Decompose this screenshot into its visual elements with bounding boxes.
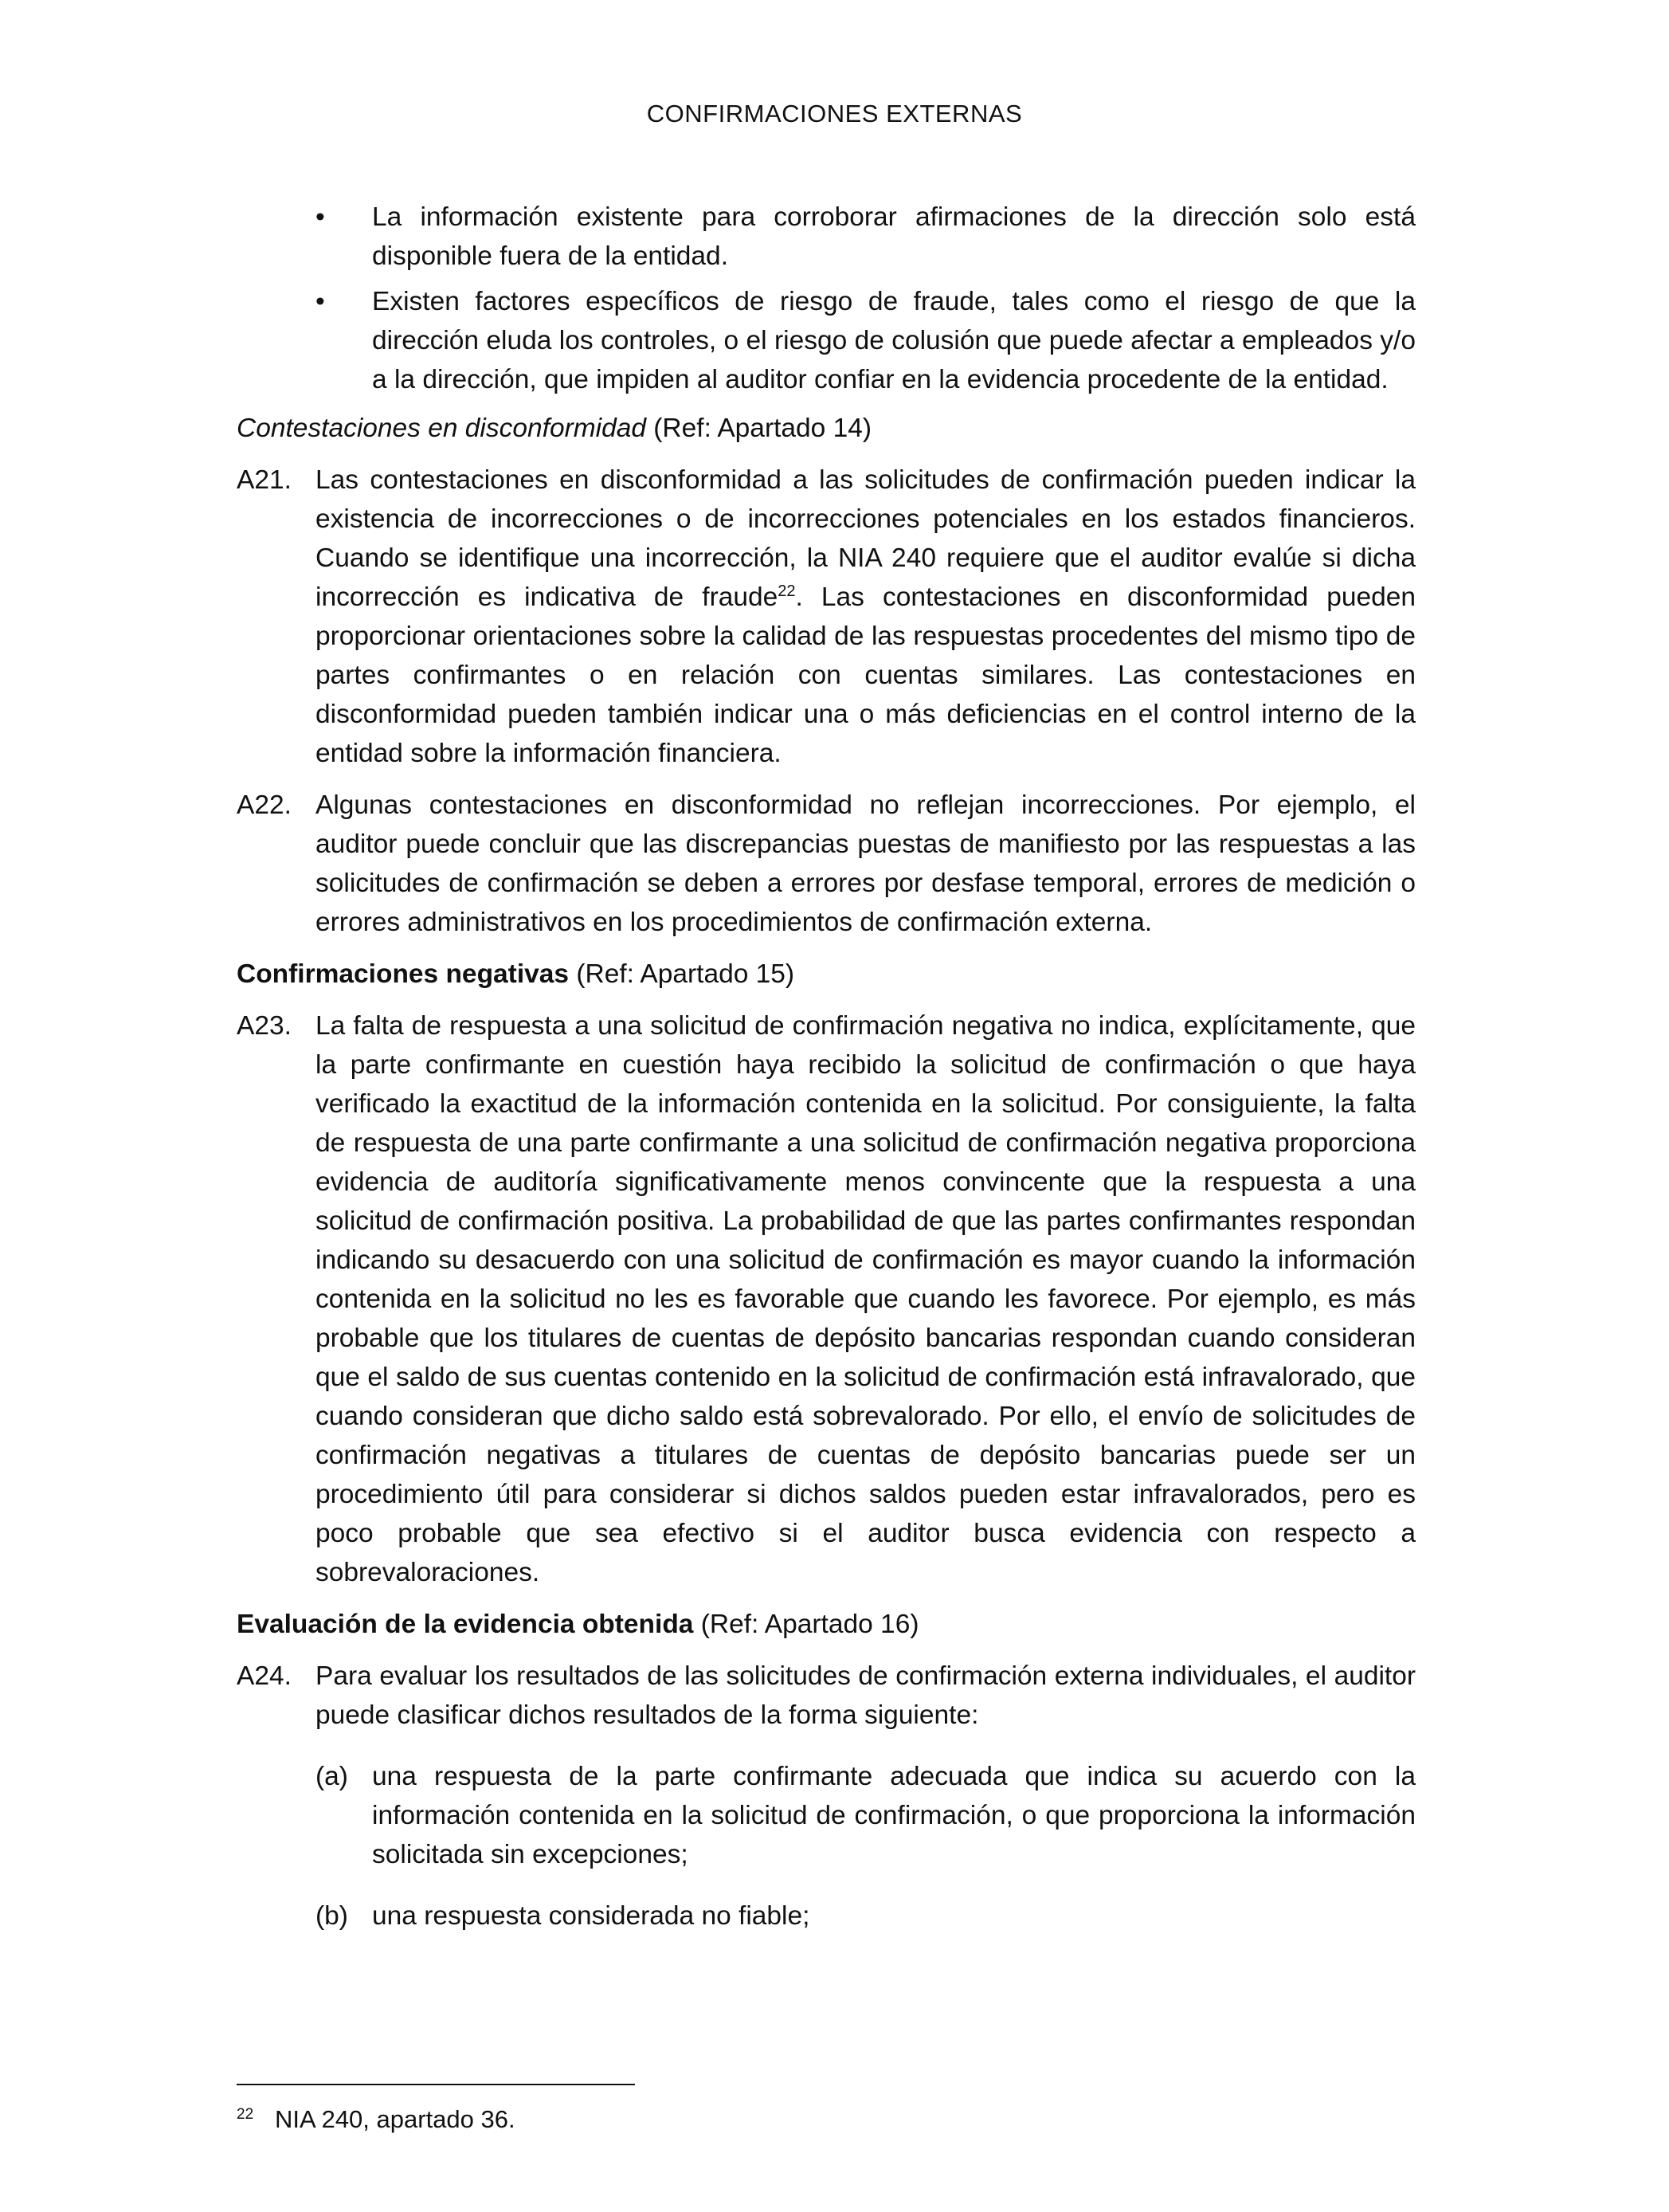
section-ref: (Ref: Apartado 16) [700, 1610, 919, 1639]
paragraph-number: A24. [237, 1661, 292, 1691]
paragraph-a21 [237, 461, 1416, 773]
section-heading-disconformidad [237, 409, 1416, 448]
section-heading-evaluacion [237, 1605, 1416, 1644]
document-body [237, 198, 1416, 1958]
list-item-text: una respuesta considerada no fiable; [372, 1901, 810, 1931]
paragraph-text: Las contestaciones en disconformidad a las solicitudes de confirmación pueden indicar la existencia de incorrecciones o de incorrecciones potenciales en los estados financieros. Cuando se identifique una incorrección, la NIA 240 requiere que el auditor evalúe si dicha incorrección es indicativa de fraude [315, 465, 1416, 612]
bullet-marker: • [315, 202, 325, 232]
paragraph-number: A21. [237, 465, 292, 495]
list-item-text: una respuesta de la parte confirmante adecuada que indica su acuerdo con la información contenida en la solicitud de confirmación, o que proporciona la información solicitada sin excepciones; [372, 1762, 1416, 1869]
footnote-text: NIA 240, apartado 36. [275, 2105, 515, 2133]
footnote-reference[interactable]: 22 [778, 582, 796, 600]
paragraph-number: A23. [237, 1011, 292, 1041]
bullet-marker: • [315, 287, 325, 316]
list-item-b [237, 1896, 1416, 1936]
footnote-separator [237, 2084, 635, 2085]
paragraph-text: Algunas contestaciones en disconformidad no reflejan incorrecciones. Por ejemplo, el auditor puede concluir que las discrepancias puestas de manifiesto por las respuestas a las solicitudes de confirmación se deben a errores por desfase temporal, errores de medición o errores administrativos en los procedimientos de confirmación externa. [315, 790, 1416, 937]
paragraph-a24 [237, 1657, 1416, 1735]
footnote: 22 NIA 240, apartado 36. [237, 2105, 515, 2133]
paragraph-a22 [237, 786, 1416, 942]
paragraph-text-continued: . Las contestaciones en disconformidad pueden proporcionar orientaciones sobre la calidad de las respuestas procedentes del mismo tipo de partes confirmantes o en relación con cuentas similares. Las contestaciones en disconformidad pueden también indicar una o más deficiencias en el control interno de la entidad sobre la información financiera. [315, 582, 1416, 768]
paragraph-text: Para evaluar los resultados de las solicitudes de confirmación externa individuales, el auditor puede clasificar dichos resultados de la forma siguiente: [315, 1661, 1416, 1730]
section-title: Confirmaciones negativas [237, 959, 570, 989]
bullet-item [237, 282, 1416, 399]
paragraph-text: La falta de respuesta a una solicitud de confirmación negativa no indica, explícitamente, que la parte confirmante en cuestión haya recibido la solicitud de confirmación o que haya verificado la exactitud de la información contenida en la solicitud. Por consiguiente, la falta de respuesta de una parte confirmante a una solicitud de confirmación negativa proporciona evidencia de auditoría significativamente menos convincente que la respuesta a una solicitud de confirmación positiva. La probabilidad de que las partes confirmantes respondan indicando su desacuerdo con una solicitud de confirmación es mayor cuando la información contenida en la solicitud no les es favorable que cuando les favorece. Por ejemplo, es más probable que los titulares de cuentas de depósito bancarias respondan cuando consideran que el saldo de sus cuentas contenido en la solicitud de confirmación está infravalorado, que cuando consideran que dicho saldo está sobrevalorado. Por ello, el envío de solicitudes de confirmación negativas a titulares de cuentas de depósito bancarias puede ser un procedimiento útil para considerar si dichos saldos pueden estar infravalorados, pero es poco probable que sea efectivo si el auditor busca evidencia con respecto a sobrevaloraciones. [315, 1011, 1416, 1587]
section-heading-negativas [237, 955, 1416, 994]
list-item-a [237, 1757, 1416, 1874]
paragraph-a23 [237, 1006, 1416, 1592]
running-header: CONFIRMACIONES EXTERNAS [646, 100, 1023, 127]
bullet-text: Existen factores específicos de riesgo de fraude, tales como el riesgo de que la dirección eluda los controles, o el riesgo de colusión que puede afectar a empleados y/o a la dirección, que impiden al auditor confiar en la evidencia procedente de la entidad. [372, 287, 1416, 394]
list-marker: (a) [315, 1762, 348, 1791]
section-ref: (Ref: Apartado 14) [653, 414, 872, 443]
bullet-text: La información existente para corroborar afirmaciones de la dirección solo está disponible fuera de la entidad. [372, 202, 1416, 271]
section-ref: (Ref: Apartado 15) [576, 959, 795, 989]
bullet-item [237, 198, 1416, 276]
paragraph-number: A22. [237, 790, 292, 820]
section-title: Evaluación de la evidencia obtenida [237, 1610, 694, 1639]
list-marker: (b) [315, 1901, 348, 1931]
section-title: Contestaciones en disconformidad [237, 414, 646, 443]
